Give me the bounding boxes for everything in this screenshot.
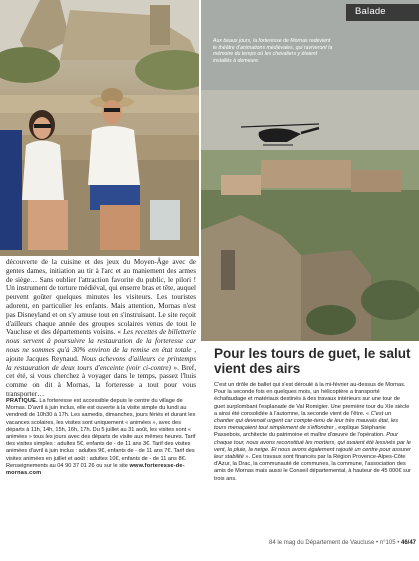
photo-visitors-seated	[0, 0, 199, 256]
body-quote-1: Les recettes de billetterie nous servent à poursuivre la restauration de la forteresse car nous ne sommes qu'à 30% environ de la remise en état totale	[6, 328, 196, 354]
side-text-part-3: ». Ces travaux sont financés par la Région Provence-Alpes-Côte d'Azur, la Drac, la communauté de communes, la commune, l'association des amis de Mornas mais aussi le Conseil départemental, à hauteur de 45 000€ sur trois ans.	[214, 454, 411, 482]
practical-label: PRATIQUE.	[6, 398, 38, 404]
practical-info	[6, 398, 196, 477]
footer-pages: 46/47	[400, 540, 416, 546]
article-side-text	[214, 382, 412, 483]
body-quote-2: Nous achevons d'ailleurs ce printemps la restauration de deux tours d'enceinte (voir ci-contre)	[6, 354, 196, 372]
photo-caption: Aux beaux jours, la forteresse de Mornas redevient le théâtre d'animations médiévales, qui raviveront la mémoire du temps où les chevaliers y étaient installés à demeure.	[213, 38, 333, 64]
body-text-part-2: , ajoute Jacques Reynaud.	[6, 345, 196, 363]
website-link[interactable]: www.forteresse-de-mornas.com	[6, 462, 185, 477]
side-quote-2: Pour chaque tour, nous avons reconstitué les mortiers, qui avaient été lessivés par le vent, la pluie, la neige. Et nous avons également rajouté un centre pour assurer leur stabilité	[214, 432, 411, 461]
photo-visitors-illustration	[0, 0, 199, 256]
footer-magazine: 84 le mag du Département de Vaucluse	[269, 540, 375, 546]
page-footer: 84 le mag du Département de Vaucluse • n°105 • 46/47	[269, 540, 416, 546]
footer-issue: n°105	[379, 540, 396, 546]
article-body	[6, 258, 196, 399]
article-headline: Pour les tours de guet, le salut vient des airs	[214, 346, 411, 376]
body-text-part-1: découverte de la cuisine et des jeux du Moyen-Âge avec de gentes dames, initiation au tir à l'arc et au maniement des armes de siège… Sans oublier l'attraction favorite du public, le pilori ! Un instrument de torture médiéval, qui enserre bras et tête, auquel peuvent goûter quelques minutes les visiteurs. Les touristes adorent, en particulier les enfants. Mais attention, Mornas n'est pas Disneyland et on s'y amuse tout en s'instruisant. Le site reçoit d'ailleurs chaque année des groupes scolaires venus de tout le Vaucluse et des départements voisins. «	[6, 258, 197, 337]
side-quote-1: C'est un chantier qui devenait urgent car compte-tenu de leur très mauvais état, les tours menaçaient tout simplement de s'effondrer	[214, 410, 399, 432]
side-text-part-2: , explique Stéphanie Passebois, architecte du patrimoine et maître d'œuvre de l'opération.	[214, 425, 386, 439]
body-text-part-3: ». Bref, cet été, si vous cherchez à voyager dans le temps, passez l'huis comme on dit à Mornas, la forteresse a tout pour vous transporter…	[6, 363, 196, 398]
body-paragraph	[6, 258, 196, 399]
practical-text: La forteresse est accessible depuis le centre du village de Mornas. D'avril à juin inclus, elle est ouverte à la visite simple du lundi au vendredi de 10h30 à 17h. Les samedis, dimanches, jours fériés et durant les vacances scolaires, les visites sont uniquement « animées », avec des départs à 11h, 14h, 15h, 16h, 17h. Du 5 juillet au 31 août, les visites sont « animées » tous les jours avec des départs de visite aux mêmes heures. Tarif des visites simples : adultes 5€, enfants de - de 11 ans 3€. Tarif des visites animées d'avril à juin inclus : adultes 9€, enfants de - de 11 ans 7€. Tarif des visites animées en juillet et août : adultes 10€, enfants de - de 11 ans 8€. Renseignements au 04 90 37 01 26 ou sur le site	[6, 398, 196, 469]
side-text-part-1: C'est un drôle de ballet qui s'est déroulé à la mi-février au-dessus de Mornas. Pour la seconde fois en quelques mois, un hélicoptère a transporté échafaudage et matériaux destinés à des travaux intérieurs sur une tour de guet surplombant l'esplanade de Val Romigier. Une première tour du XIe siècle a ainsi été consolidée à l'automne, la seconde vient de l'être. «	[214, 382, 410, 417]
section-label: Balade	[355, 6, 386, 17]
